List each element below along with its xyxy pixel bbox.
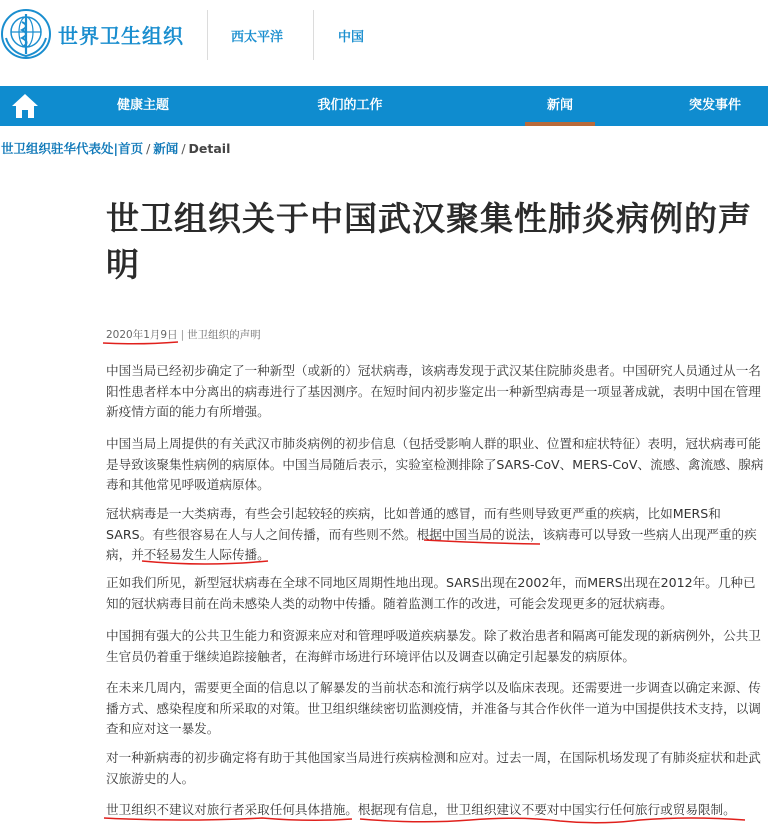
org-name: 世界卫生组织 bbox=[58, 23, 184, 48]
country-link[interactable]: 中国 bbox=[338, 30, 365, 45]
annotation-underline-china-authorities bbox=[424, 540, 540, 544]
article-paragraph-5: 中国拥有强大的公共卫生能力和资源来应对和管理呼吸道疾病暴发。除了救治患者和隔离可能发现的新病例外，公共卫生官员仍着重于继续追踪接触者，在海鲜市场进行环境评估以及调查以确定引起暴发的病原体。 bbox=[106, 628, 761, 664]
breadcrumb-current: Detail bbox=[188, 141, 231, 156]
meta-separator: | bbox=[180, 329, 185, 341]
article-paragraph-8: 世卫组织不建议对旅行者采取任何具体措施。根据现有信息，世卫组织建议不要对中国实行任何旅行或贸易限制。 bbox=[106, 802, 736, 817]
annotation-underline-no-trade-restrictions bbox=[360, 818, 745, 823]
nav-item-our-work[interactable]: 我们的工作 bbox=[317, 98, 383, 113]
breadcrumb-news[interactable]: 新闻 bbox=[153, 141, 179, 156]
article-category[interactable]: 世卫组织的声明 bbox=[187, 329, 261, 341]
article-date: 2020年1月9日 bbox=[106, 329, 178, 341]
nav-item-news[interactable]: 新闻 bbox=[546, 98, 573, 113]
article-paragraph-2: 中国当局上周提供的有关武汉市肺炎病例的初步信息（包括受影响人群的职业、位置和症状特征）表明，冠状病毒可能是导致该聚集性病例的病原体。中国当局随后表示，实验室检测排除了SARS-CoV、MERS-CoV、流感、禽流感、腺病毒和其他常见呼吸道病原体。 bbox=[106, 436, 764, 492]
breadcrumb-home[interactable]: 世卫组织驻华代表处|首页 bbox=[1, 141, 144, 156]
region-link[interactable]: 西太平洋 bbox=[231, 30, 284, 45]
article-paragraph-1: 中国当局已经初步确定了一种新型（或新的）冠状病毒，该病毒发现于武汉某住院肺炎患者。中国研究人员通过从一名阳性患者样本中分离出的病毒进行了基因测序。在短时间内初步鉴定出一种新型病毒是一项显著成就，表明中国在管理新疫情方面的能力有所增强。 bbox=[106, 363, 761, 419]
annotation-underline-no-human-transmission bbox=[142, 561, 268, 564]
breadcrumb-separator: / bbox=[181, 141, 186, 156]
article-paragraph-6: 在未来几周内，需要更全面的信息以了解暴发的当前状态和流行病学以及临床表现。还需要进一步调查以确定来源、传播方式、感染程度和所采取的对策。世卫组织继续密切监测疫情，并准备与其合作伙伴一道为中国提供技术支持，以调查和应对这一暴发。 bbox=[106, 680, 761, 736]
article-paragraph-7: 对一种新病毒的初步确定将有助于其他国家当局进行疾病检测和应对。过去一周，在国际机场发现了有肺炎症状和赴武汉旅游史的人。 bbox=[106, 750, 761, 786]
breadcrumb-separator: / bbox=[146, 141, 151, 156]
article-paragraph-3: 冠状病毒是一大类病毒，有些会引起较轻的疾病，比如普通的感冒，而有些则导致更严重的疾病，比如MERS和SARS。有些很容易在人与人之间传播，而有些则不然。根据中国当局的说法，该病毒可以导致一些病人出现严重的疾病，并不轻易发生人际传播。 bbox=[106, 506, 757, 562]
annotation-underline-no-travel-measures bbox=[104, 818, 352, 820]
article-paragraph-4: 正如我们所见，新型冠状病毒在全球不同地区周期性地出现。SARS出现在2002年，而MERS出现在2012年。几种已知的冠状病毒目前在尚未感染人类的动物中传播。随着监测工作的改进，可能会发现更多的冠状病毒。 bbox=[106, 575, 756, 611]
nav-item-emergencies[interactable]: 突发事件 bbox=[688, 98, 741, 113]
annotation-underline-date bbox=[103, 342, 178, 344]
nav-item-health-topics[interactable]: 健康主题 bbox=[116, 98, 169, 113]
page-title: 世卫组织关于中国武汉聚集性肺炎病例的声明 bbox=[106, 199, 752, 284]
